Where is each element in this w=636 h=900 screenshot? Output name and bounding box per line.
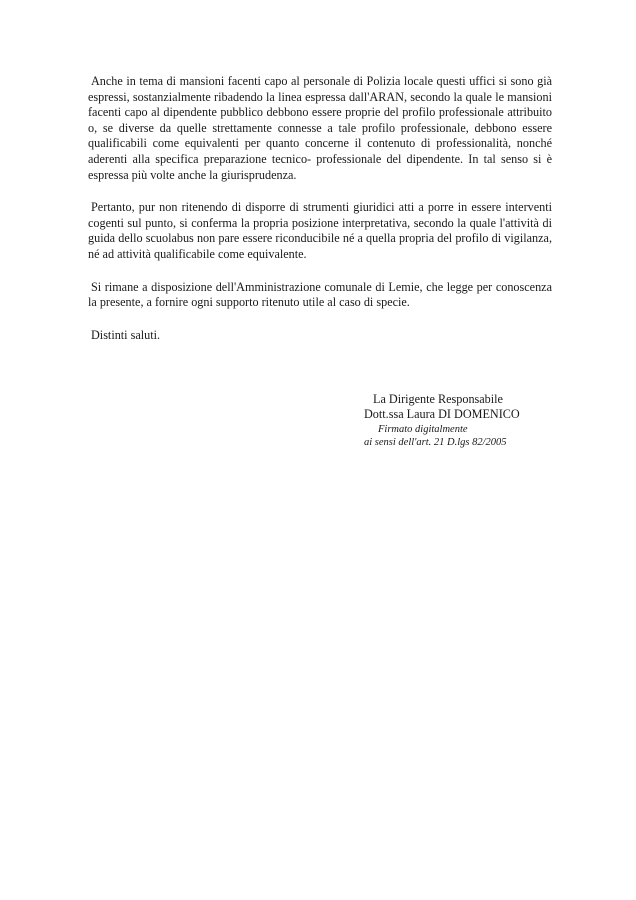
paragraph-disposizione: Si rimane a disposizione dell'Amministrazione comunale di Lemie, che legge per conoscenza la presente, a fornire ogni supporto ritenuto utile al caso di specie. xyxy=(88,279,552,310)
signature-block xyxy=(352,392,552,449)
paragraph-posizione-interpretativa: Pertanto, pur non ritenendo di disporre di strumenti giuridici atti a porre in essere interventi cogenti sul punto, si conferma la propria posizione interpretativa, secondo la quale l'attività di guida dello scuolabus non pare essere riconducibile né a quella propria del profilo di vigilanza, né ad attività qualificabile come equivalente. xyxy=(88,200,552,261)
closing-salutation: Distinti saluti. xyxy=(91,327,161,342)
signer-role: La Dirigente Responsabile xyxy=(373,392,503,406)
legal-reference: ai sensi dell'art. 21 D.lgs 82/2005 xyxy=(364,436,507,448)
digital-signature-note: Firmato digitalmente xyxy=(378,423,468,435)
letter-body xyxy=(88,74,552,360)
paragraph-mansioni-polizia: Anche in tema di mansioni facenti capo al personale di Polizia locale questi uffici si sono già espressi, sostanzialmente ribadendo la linea espressa dall'ARAN, secondo la quale le mansioni facenti capo al dipendente pubblico debbono essere proprie del profilo professionale attribuito o, se diverse da quelle strettamente connesse a tale profilo professionale, debbono essere qualificabili come equivalenti per quanto concerne il contenuto di professionalità, nonché aderenti alla specifica preparazione tecnico- professionale del dipendente. In tal senso si è espressa più volte anche la giurisprudenza. xyxy=(88,74,552,182)
signer-name: Dott.ssa Laura DI DOMENICO xyxy=(364,407,520,422)
